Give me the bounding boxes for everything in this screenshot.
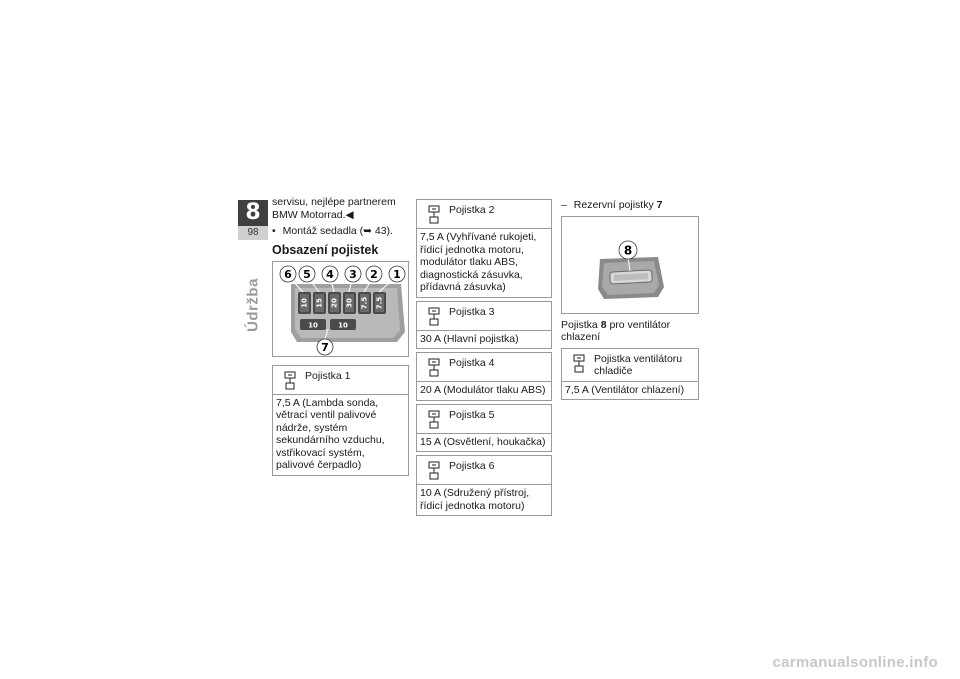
- fan-fuse-header: [562, 349, 698, 382]
- end-marker-icon: ◀: [345, 208, 354, 221]
- fuse-5-body: 15 A (Osvětlení, houkačka): [420, 435, 546, 448]
- fuse-value-label: 20: [330, 297, 339, 308]
- fuse-2-body: 7,5 A (Vyhřívané rukojeti, řídicí jednotka motoru, modulátor tlaku ABS, diagnostická zásuvka, přídavná zásuvka): [420, 231, 537, 293]
- column-1: [272, 196, 409, 479]
- fuse-icon: [425, 205, 443, 225]
- callout-1: 1: [393, 267, 401, 281]
- chapter-number: 8: [238, 200, 268, 226]
- callout-4: 4: [326, 267, 334, 281]
- fuse-3-header: [417, 302, 551, 331]
- fuse-6-body: 10 A (Sdružený přístroj, řídicí jednotka motoru): [420, 487, 530, 512]
- caption-prefix: Pojistka: [561, 318, 598, 331]
- fuse-4-box: [416, 352, 552, 401]
- page-number: 98: [238, 226, 268, 240]
- fuse-value-label: 7.5: [360, 296, 369, 309]
- fuse-icon: [425, 307, 443, 327]
- spare-fuses-number: 7: [656, 199, 663, 211]
- fuse-6-header: [417, 456, 551, 485]
- spare-fuses-line: [561, 199, 699, 212]
- intro-paragraph: [272, 196, 409, 221]
- fuse-icon: [281, 371, 299, 391]
- fuse-5-title: Pojistka 5: [449, 408, 495, 421]
- intro-text: servisu, nejlépe partnerem BMW Motorrad.: [272, 196, 396, 221]
- fuse-1-header: [273, 366, 408, 395]
- caption-suffix: pro ventilátor chlazení: [561, 318, 671, 343]
- fuse-4-body: 20 A (Modulátor tlaku ABS): [420, 384, 546, 396]
- fuse-value-label: 15: [315, 297, 324, 308]
- fan-fuse-figure: [561, 216, 699, 314]
- fuse-3-body: 30 A (Hlavní pojistka): [420, 332, 519, 345]
- fan-fuse-title: Pojistka ventilátoru chladiče: [594, 352, 683, 377]
- fuse-value-label: 10: [300, 297, 309, 308]
- fuse-3-box: [416, 301, 552, 350]
- callout-3: 3: [349, 267, 357, 281]
- fuse-6-title: Pojistka 6: [449, 460, 495, 472]
- section-heading: Obsazení pojistek: [272, 242, 379, 257]
- fuse-icon: [425, 461, 443, 481]
- column-2: [416, 199, 552, 519]
- callout-5: 5: [303, 267, 311, 281]
- chapter-name-label: Údržba: [244, 278, 262, 332]
- fuse-4-title: Pojistka 4: [449, 357, 495, 369]
- chapter-tab: [238, 200, 268, 240]
- fuse-1-body: 7,5 A (Lambda sonda, větrací ventil palivové nádrže, systém sekundárního vzduchu, vstřikovací systém, palivové čerpadlo): [276, 396, 385, 471]
- fan-fuse-caption: [561, 319, 699, 344]
- caption-number: 8: [600, 318, 607, 331]
- callout-7: 7: [321, 340, 329, 354]
- fuse-3-title: Pojistka 3: [449, 305, 495, 318]
- column-3: [561, 199, 699, 403]
- chapter-name: [236, 280, 270, 330]
- fuse-box-illustration: [273, 262, 409, 357]
- fuse-box-figure: [272, 261, 409, 357]
- fuse-value-label: 7.5: [375, 296, 384, 309]
- fuse-value-label: 30: [345, 297, 354, 308]
- fan-fuse-box: [561, 348, 699, 401]
- page-reference-link[interactable]: ➥ 43).: [363, 225, 393, 237]
- fuse-icon: [425, 410, 443, 430]
- bullet-seat-mounting: [272, 225, 409, 238]
- fuse-icon: [570, 354, 588, 374]
- fuse-6-box: [416, 455, 552, 516]
- spare-value-label: 10: [308, 321, 318, 329]
- callout-8: 8: [623, 243, 633, 257]
- fuse-2-box: [416, 199, 552, 298]
- callout-2: 2: [370, 267, 378, 281]
- bullet-text: Montáž sedadla (: [282, 225, 364, 237]
- fuse-1-title: Pojistka 1: [305, 369, 351, 382]
- fuse-4-header: [417, 353, 551, 382]
- fan-fuse-illustration: [562, 217, 699, 314]
- callout-6: 6: [284, 267, 292, 281]
- watermark: carmanualsonline.info: [772, 654, 938, 671]
- fuse-5-header: [417, 405, 551, 434]
- fuse-2-title: Pojistka 2: [449, 204, 495, 216]
- spare-fuses-text: Rezervní pojistky: [573, 199, 654, 211]
- fuse-1-box: [272, 365, 409, 476]
- spare-value-label: 10: [338, 321, 348, 329]
- fuse-2-header: [417, 200, 551, 229]
- fan-fuse-body: 7,5 A (Ventilátor chlazení): [565, 383, 685, 396]
- fuse-5-box: [416, 404, 552, 453]
- fuse-icon: [425, 358, 443, 378]
